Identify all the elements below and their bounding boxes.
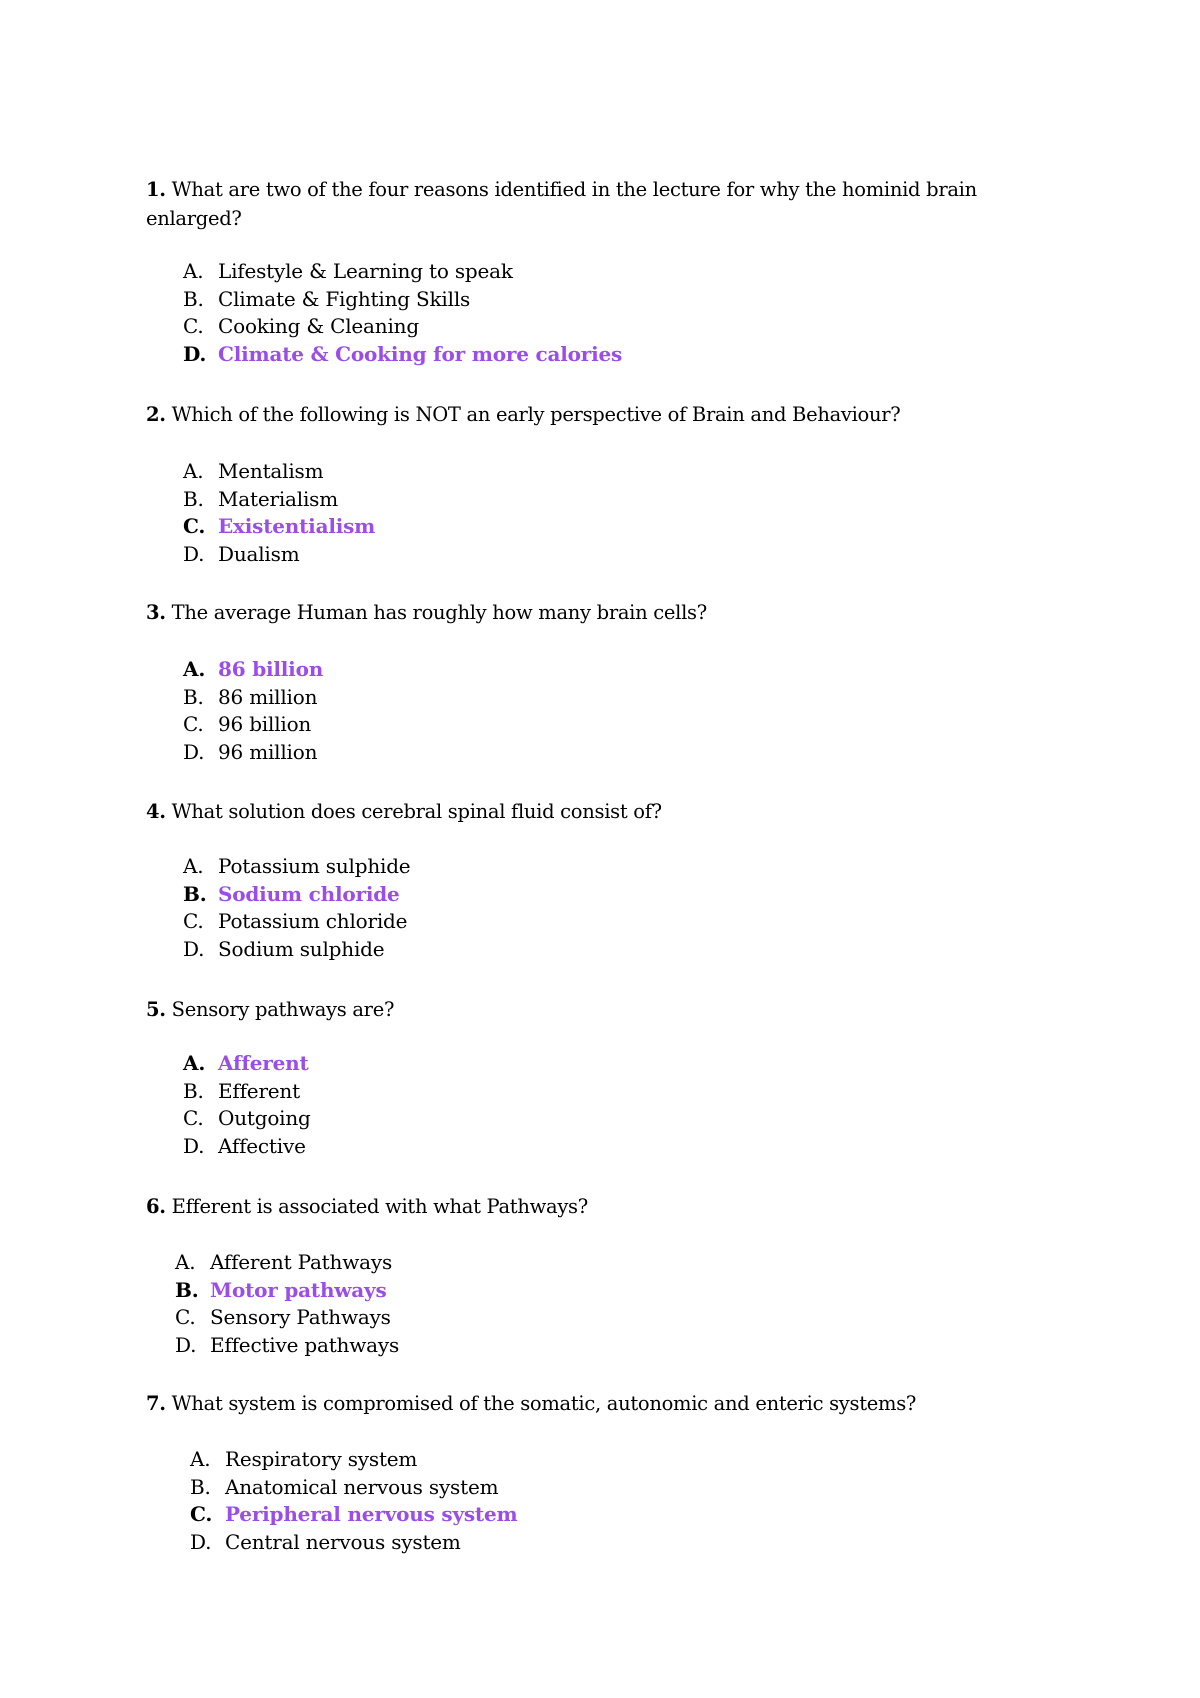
option-letter: A. bbox=[183, 259, 204, 283]
correct-answer-text: Peripheral nervous system bbox=[225, 1502, 518, 1527]
question-2 bbox=[146, 400, 1026, 429]
option-a bbox=[183, 458, 375, 486]
option-letter: C. bbox=[183, 1106, 204, 1131]
option-b bbox=[183, 684, 323, 712]
option-text: Potassium chloride bbox=[218, 909, 408, 934]
option-text: Dualism bbox=[218, 542, 300, 567]
option-text: Central nervous system bbox=[225, 1530, 461, 1555]
question-5 bbox=[146, 995, 1026, 1024]
option-letter: D. bbox=[190, 1530, 212, 1555]
option-letter: C. bbox=[183, 514, 206, 539]
option-c-correct bbox=[183, 513, 375, 541]
option-b-correct bbox=[175, 1277, 399, 1305]
correct-answer-text: 86 billion bbox=[218, 657, 324, 681]
question-number: 7. bbox=[146, 1392, 166, 1415]
question-text: Which of the following is NOT an early perspective of Brain and Behaviour? bbox=[171, 403, 901, 426]
question-number: 6. bbox=[146, 1195, 166, 1218]
option-letter: A. bbox=[183, 854, 204, 878]
option-letter: A. bbox=[183, 657, 206, 681]
options-list-3 bbox=[183, 656, 323, 767]
question-7 bbox=[146, 1389, 1026, 1418]
option-text: Climate & Fighting Skills bbox=[218, 286, 471, 311]
question-text: What solution does cerebral spinal fluid consist of? bbox=[171, 800, 662, 823]
option-a-correct bbox=[183, 656, 323, 684]
option-a bbox=[183, 853, 410, 881]
option-a bbox=[190, 1446, 517, 1474]
question-number: 1. bbox=[146, 178, 166, 201]
option-text: Afferent Pathways bbox=[210, 1250, 393, 1274]
option-b bbox=[183, 486, 375, 514]
question-number: 2. bbox=[146, 403, 166, 426]
option-a bbox=[175, 1249, 399, 1277]
option-text: Materialism bbox=[218, 486, 338, 511]
option-letter: D. bbox=[183, 740, 205, 765]
option-text: Anatomical nervous system bbox=[225, 1474, 499, 1499]
option-text: Effective pathways bbox=[210, 1333, 400, 1358]
option-letter: B. bbox=[183, 684, 204, 709]
option-c bbox=[183, 908, 410, 936]
option-b bbox=[183, 286, 622, 314]
question-3 bbox=[146, 598, 1026, 627]
option-b bbox=[190, 1474, 517, 1502]
option-text: Respiratory system bbox=[225, 1447, 418, 1471]
option-a bbox=[183, 258, 622, 286]
option-letter: D. bbox=[183, 937, 205, 962]
question-6 bbox=[146, 1192, 1026, 1221]
option-d bbox=[183, 739, 323, 767]
option-text: 96 billion bbox=[218, 712, 312, 737]
option-text: Sensory Pathways bbox=[210, 1305, 391, 1330]
option-letter: B. bbox=[183, 1078, 204, 1103]
option-letter: A. bbox=[183, 1051, 206, 1075]
correct-answer-text: Existentialism bbox=[218, 514, 376, 539]
option-letter: B. bbox=[183, 486, 204, 511]
question-text: Efferent is associated with what Pathways? bbox=[171, 1195, 588, 1218]
option-c bbox=[175, 1304, 399, 1332]
options-list-1 bbox=[183, 258, 622, 369]
option-d bbox=[183, 936, 410, 964]
option-letter: D. bbox=[183, 542, 205, 567]
question-1 bbox=[146, 175, 1026, 233]
option-d bbox=[183, 1133, 311, 1161]
option-d bbox=[183, 541, 375, 569]
options-list-7 bbox=[190, 1446, 517, 1557]
option-c bbox=[183, 1105, 311, 1133]
option-letter: C. bbox=[183, 314, 204, 339]
options-list-4 bbox=[183, 853, 410, 964]
options-list-2 bbox=[183, 458, 375, 569]
option-letter: A. bbox=[183, 459, 204, 483]
question-number: 3. bbox=[146, 601, 166, 624]
option-letter: D. bbox=[175, 1333, 197, 1358]
option-c bbox=[183, 313, 622, 341]
question-text: What system is compromised of the somatic, autonomic and enteric systems? bbox=[171, 1392, 917, 1415]
option-text: Efferent bbox=[218, 1078, 300, 1103]
question-text: The average Human has roughly how many brain cells? bbox=[171, 601, 707, 624]
option-letter: B. bbox=[183, 881, 207, 906]
option-text: Affective bbox=[218, 1134, 306, 1159]
question-text: What are two of the four reasons identified in the lecture for why the hominid brain enlarged? bbox=[146, 178, 977, 230]
correct-answer-text: Sodium chloride bbox=[218, 881, 400, 906]
option-letter: C. bbox=[183, 712, 204, 737]
option-text: Potassium sulphide bbox=[218, 854, 411, 878]
option-text: 86 million bbox=[218, 684, 318, 709]
option-text: Cooking & Cleaning bbox=[218, 314, 419, 339]
option-d bbox=[190, 1529, 517, 1557]
option-letter: A. bbox=[175, 1250, 196, 1274]
option-letter: C. bbox=[183, 909, 204, 934]
option-letter: B. bbox=[175, 1277, 199, 1302]
option-b bbox=[183, 1078, 311, 1106]
correct-answer-text: Motor pathways bbox=[210, 1277, 387, 1302]
option-b-correct bbox=[183, 881, 410, 909]
option-letter: A. bbox=[190, 1447, 211, 1471]
option-letter: D. bbox=[183, 342, 207, 367]
correct-answer-text: Afferent bbox=[218, 1051, 309, 1075]
question-number: 5. bbox=[146, 998, 166, 1021]
question-number: 4. bbox=[146, 800, 166, 823]
option-text: Outgoing bbox=[218, 1106, 311, 1131]
option-text: Sodium sulphide bbox=[218, 937, 385, 962]
question-4 bbox=[146, 797, 1026, 826]
option-letter: D. bbox=[183, 1134, 205, 1159]
option-letter: C. bbox=[175, 1305, 196, 1330]
correct-answer-text: Climate & Cooking for more calories bbox=[218, 342, 623, 367]
option-c bbox=[183, 711, 323, 739]
option-c-correct bbox=[190, 1501, 517, 1529]
question-text: Sensory pathways are? bbox=[171, 998, 395, 1021]
option-d-correct bbox=[183, 341, 622, 369]
options-list-6 bbox=[175, 1249, 399, 1360]
option-letter: B. bbox=[190, 1474, 211, 1499]
option-letter: B. bbox=[183, 286, 204, 311]
option-a-correct bbox=[183, 1050, 311, 1078]
options-list-5 bbox=[183, 1050, 311, 1161]
option-d bbox=[175, 1332, 399, 1360]
option-text: Lifestyle & Learning to speak bbox=[218, 259, 513, 283]
option-text: 96 million bbox=[218, 740, 318, 765]
option-text: Mentalism bbox=[218, 459, 324, 483]
option-letter: C. bbox=[190, 1502, 213, 1527]
